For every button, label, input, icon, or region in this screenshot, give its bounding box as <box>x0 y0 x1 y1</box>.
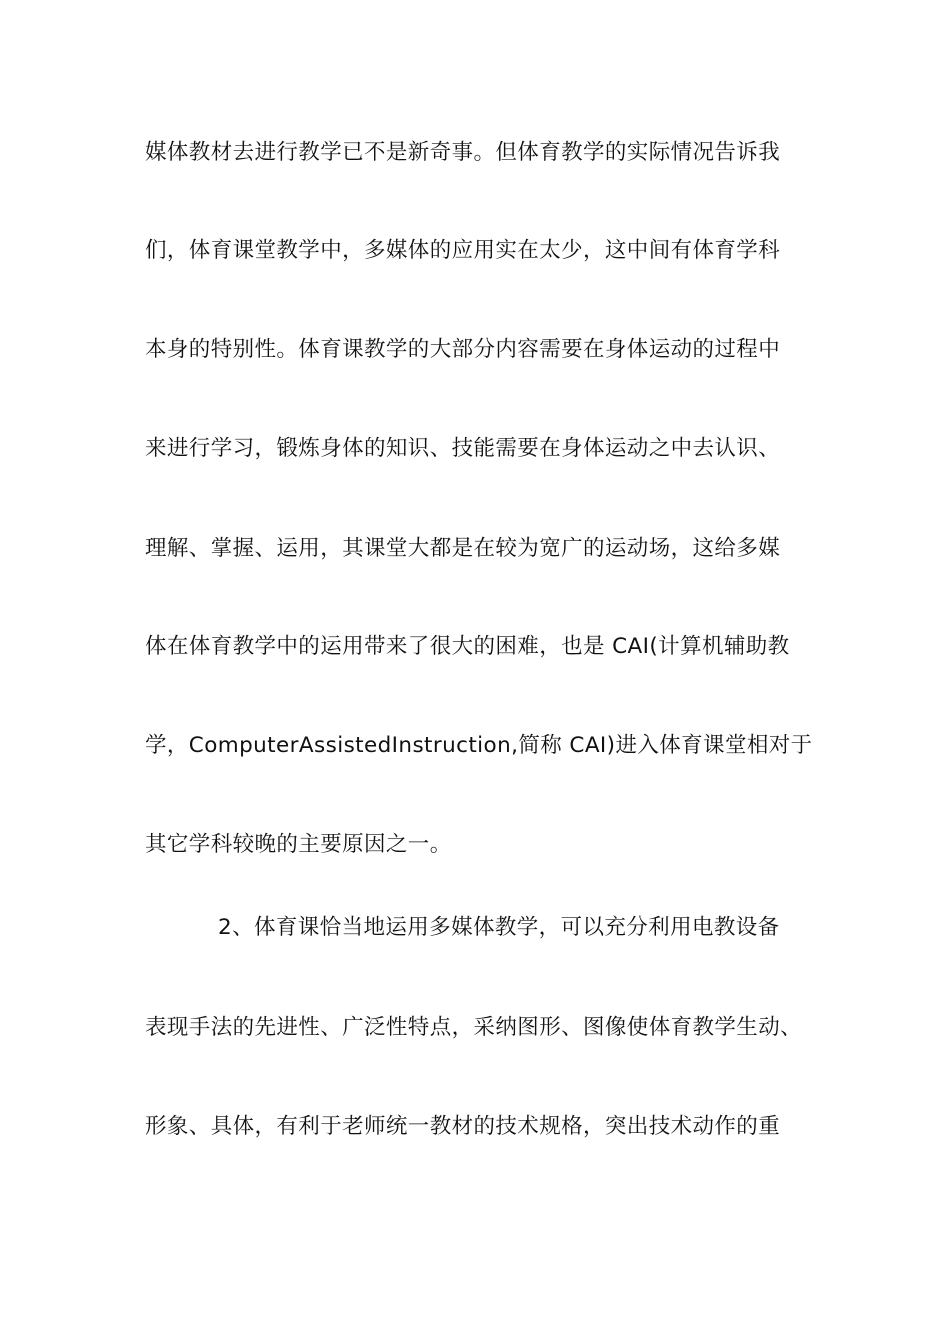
paragraph-line: 本身的特别性。体育课教学的大部分内容需要在身体运动的过程中 <box>145 337 781 362</box>
paragraph-line: 体在体育教学中的运用带来了很大的困难，也是 CAI(计算机辅助教 <box>145 634 790 659</box>
paragraph-line: 其它学科较晚的主要原因之一。 <box>145 832 452 857</box>
paragraph-line: 来进行学习，锻炼身体的知识、技能需要在身体运动之中去认识、 <box>145 436 781 461</box>
paragraph-line: 表现手法的先进性、广泛性特点，采纳图形、图像使体育教学生动、 <box>145 1015 803 1040</box>
paragraph-line: 学，ComputerAssistedInstruction,简称 CAI)进入体育课堂相对于 <box>145 733 813 758</box>
paragraph-line: 形象、具体，有利于老师统一教材的技术规格，突出技术动作的重 <box>145 1114 781 1139</box>
paragraph-line: 媒体教材去进行教学已不是新奇事。但体育教学的实际情况告诉我 <box>145 140 781 165</box>
paragraph-line: 理解、掌握、运用，其课堂大都是在较为宽广的运动场，这给多媒 <box>145 536 781 561</box>
paragraph-line: 2、体育课恰当地运用多媒体教学，可以充分利用电教设备 <box>218 915 780 940</box>
paragraph-line: 们，体育课堂教学中，多媒体的应用实在太少，这中间有体育学科 <box>145 238 781 263</box>
